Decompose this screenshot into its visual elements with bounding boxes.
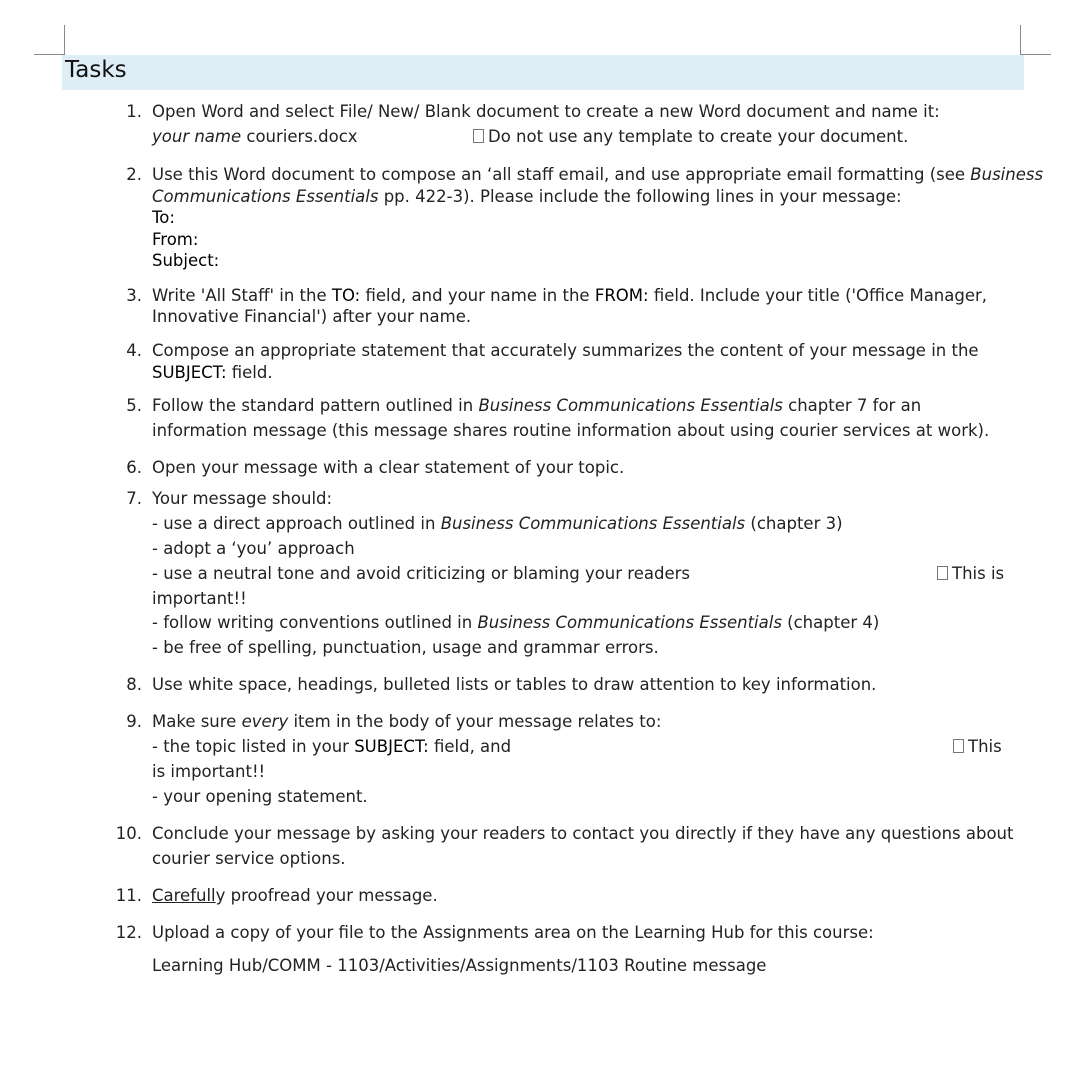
task-8-line-1: Use white space, headings, bulleted lists or tables to draw attention to key information. (152, 675, 877, 694)
task-7-sub-2: - adopt a ‘you’ approach (152, 539, 355, 558)
keyword-subject: SUBJECT: (152, 363, 227, 382)
pointer-icon (937, 566, 948, 580)
task-9-sub-1 (152, 736, 511, 758)
task-2-line-1 (152, 164, 1043, 186)
task-1-line-2 (152, 126, 358, 148)
pointer-icon (953, 739, 964, 753)
text-run: (chapter 3) (745, 514, 843, 533)
task-7-sub-5: - be free of spelling, punctuation, usage and grammar errors. (152, 638, 659, 657)
task-7-sub-3: - use a neutral tone and avoid criticizing or blaming your readers (152, 564, 690, 583)
text-run: Use this Word document to compose an ‘all staff email, and use appropriate email formatting (see (152, 165, 971, 184)
task-number: 7. (126, 489, 142, 508)
task-7-note-text: This is (952, 564, 1005, 583)
crop-mark-tr-vertical (1020, 25, 1021, 55)
task-2-to-line: To: (152, 208, 175, 227)
task-7-sub-3-cont: important!! (152, 589, 247, 608)
text-run: field, and (428, 737, 512, 756)
task-number: 1. (126, 102, 142, 121)
task-9-line-1 (152, 711, 661, 733)
text-run: chapter 7 for an (782, 396, 922, 415)
filename-suffix: couriers.docx (241, 127, 358, 146)
task-5-line-1 (152, 395, 921, 417)
book-title: Business Communications Essentials (477, 613, 782, 632)
task-10-line-1: Conclude your message by asking your readers to contact you directly if they have any questions about (152, 824, 1014, 843)
emphasis: every (241, 712, 289, 731)
task-2-from-line: From: (152, 230, 199, 249)
crop-mark-tr-horizontal (1021, 54, 1051, 55)
task-6-line-1: Open your message with a clear statement of your topic. (152, 458, 625, 477)
task-9-note-text: This (968, 737, 1002, 756)
page-heading: Tasks (65, 57, 127, 83)
task-number: 3. (126, 286, 142, 305)
placeholder-your-name: your name (152, 127, 242, 146)
task-1-line-1: Open Word and select File/ New/ Blank document to create a new Word document and name it: (152, 102, 940, 121)
underlined-word: Carefull (152, 886, 216, 905)
task-number: 10. (115, 824, 142, 843)
task-7-sub-4 (152, 612, 879, 634)
book-title: Business Communications Essentials (478, 396, 783, 415)
heading-background (62, 55, 1024, 90)
task-12-path: Learning Hub/COMM - 1103/Activities/Assignments/1103 Routine message (152, 956, 767, 975)
task-4-line-1: Compose an appropriate statement that accurately summarizes the content of your message in the (152, 341, 979, 360)
crop-mark-tl-horizontal (34, 54, 64, 55)
book-title: Communications Essentials (152, 187, 379, 206)
task-10-line-2: courier service options. (152, 849, 346, 868)
text-run: - the topic listed in your (152, 737, 355, 756)
task-11-line-1 (152, 885, 438, 907)
task-1-note-text: Do not use any template to create your document. (488, 127, 909, 146)
text-run: item in the body of your message relates to: (288, 712, 662, 731)
task-1-note (473, 126, 908, 148)
book-title: Business (970, 165, 1044, 184)
task-7-sub-1 (152, 513, 843, 535)
task-9-note (953, 736, 1002, 758)
pointer-icon (473, 129, 484, 143)
task-2-subject-line: Subject: (152, 251, 220, 270)
task-3-line-1 (152, 285, 987, 307)
task-9-sub-2: - your opening statement. (152, 787, 368, 806)
task-3-line-2: Innovative Financial') after your name. (152, 307, 472, 326)
task-9-sub-1-cont: is important!! (152, 762, 266, 781)
task-2-line-2 (152, 186, 902, 208)
book-title: Business Communications Essentials (440, 514, 746, 533)
text-run: field. Include your title ('Office Manager, (648, 286, 988, 305)
text-run: y proofread your message. (215, 886, 438, 905)
text-run: - use a direct approach outlined in (152, 514, 441, 533)
task-5-line-2: information message (this message shares routine information about using courier services at work). (152, 421, 990, 440)
text-run: (chapter 4) (781, 613, 880, 632)
task-number: 12. (115, 923, 142, 942)
text-run: Follow the standard pattern outlined in (152, 396, 479, 415)
crop-mark-tl-vertical (64, 25, 65, 55)
task-7-note (937, 563, 1004, 585)
task-number: 11. (115, 886, 142, 905)
text-run: Make sure (152, 712, 242, 731)
task-number: 9. (126, 712, 142, 731)
keyword-to: TO: (331, 286, 361, 305)
text-run: field, and your name in the (360, 286, 595, 305)
task-number: 6. (126, 458, 142, 477)
text-run: field. (226, 363, 273, 382)
text-run: - follow writing conventions outlined in (152, 613, 478, 632)
task-7-line-1: Your message should: (152, 489, 333, 508)
text-run: pp. 422-3). Please include the following lines in your message: (378, 187, 902, 206)
keyword-from: FROM: (594, 286, 649, 305)
task-number: 5. (126, 396, 142, 415)
keyword-subject: SUBJECT: (354, 737, 429, 756)
task-4-line-2 (152, 362, 273, 384)
task-number: 4. (126, 341, 142, 360)
text-run: Write 'All Staff' in the (152, 286, 332, 305)
task-number: 8. (126, 675, 142, 694)
task-number: 2. (126, 165, 142, 184)
task-12-line-1: Upload a copy of your file to the Assignments area on the Learning Hub for this course: (152, 923, 874, 942)
